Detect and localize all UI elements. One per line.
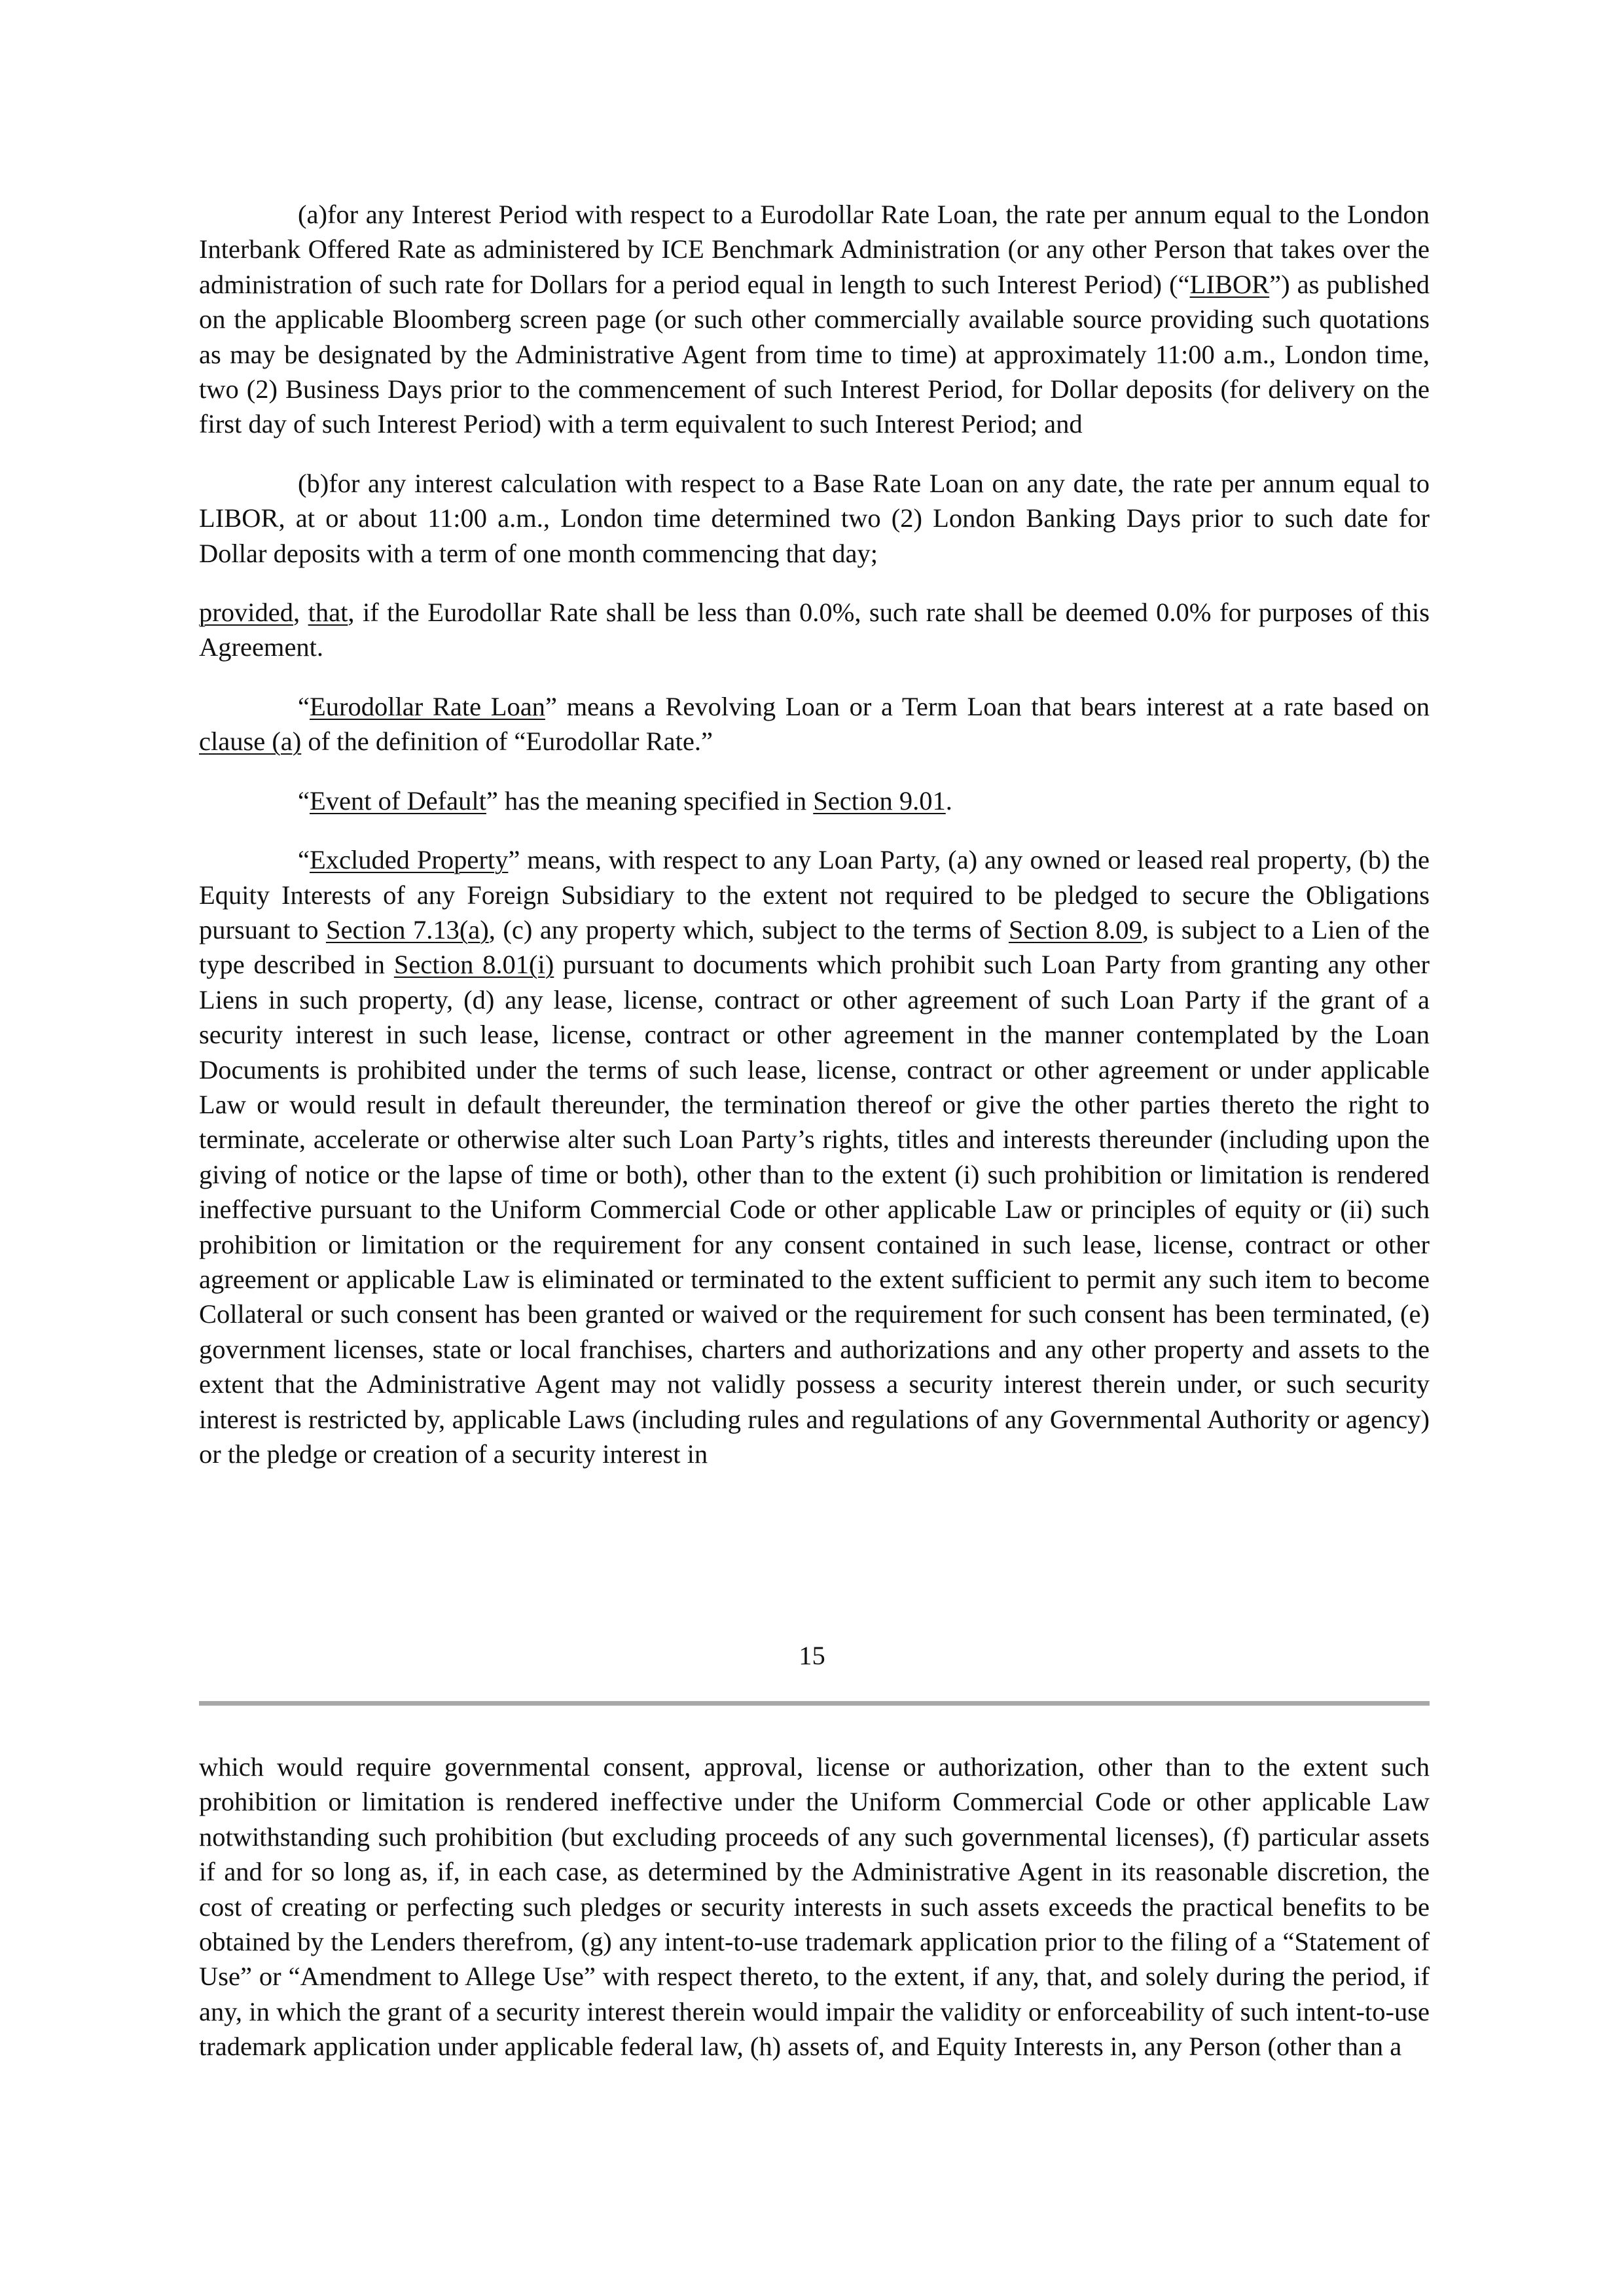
- defined-term: Event of Default: [309, 785, 486, 816]
- clause-b-paragraph: (b)for any interest calculation with respect to a Base Rate Loan on any date, the rate per annum equal to LIBOR, at or about 11:00 a.m., London time determined two (2) London Banking Days prior to such date for Dollar deposits with a term of one month commencing that day;: [199, 468, 1430, 568]
- libor-defined-term: LIBOR: [1189, 269, 1270, 299]
- cross-reference: Section 7.13(a): [325, 914, 489, 944]
- page-16-body: [199, 1749, 1430, 2064]
- definition-event-of-default: “Event of Default” has the meaning specified in Section 9.01.: [298, 785, 952, 816]
- definition-excluded-property: “Excluded Property” means, with respect to any Loan Party, (a) any owned or leased real property, (b) the Equity Interests of any Foreign Subsidiary to the extent not required to be pledged to secure the Obligations pursuant to Section 7.13(a), (c) any property which, subject to the terms of Section 8.09, is subject to a Lien of the type described in Section 8.01(i) pursuant to documents which prohibit such Loan Party from granting any other Liens in such property, (d) any lease, license, contract or other agreement of such Loan Party if the grant of a security interest in such lease, license, contract or other agreement in the manner contemplated by the Loan Documents is prohibited under the terms of such lease, license, contract or other agreement or under applicable Law or would result in default thereunder, the termination thereof or give the other parties thereto the right to terminate, accelerate or otherwise alter such Loan Party’s rights, titles and interests thereunder (including upon the giving of notice or the lapse of time or both), other than to the extent (i) such prohibition or limitation is rendered ineffective pursuant to the Uniform Commercial Code or other applicable Law or principles of equity or (ii) such prohibition or limitation or the requirement for any consent contained in such lease, license, contract or other agreement or applicable Law is eliminated or terminated to the extent sufficient to permit any such item to become Collateral or such consent has been granted or waived or the requirement for such consent has been terminated, (e) government licenses, state or local franchises, charters and authorizations and any other property and assets to the extent that the Administrative Agent may not validly possess a security interest therein under, or such security interest is restricted by, applicable Laws (including rules and regulations of any Governmental Authority or agency) or the pledge or creation of a security interest in: [199, 845, 1430, 1469]
- page-number: 15: [799, 1641, 825, 1670]
- page-15-body: [199, 197, 1430, 1471]
- proviso-provided: provided: [199, 598, 293, 628]
- cross-reference: Section 8.09: [1008, 914, 1142, 944]
- page-break-divider: [199, 1701, 1430, 1706]
- proviso-that: that: [308, 598, 348, 628]
- cross-reference: Section 8.01(i): [393, 950, 554, 980]
- defined-term: Excluded Property: [309, 845, 509, 875]
- definition-eurodollar-rate-loan: “Eurodollar Rate Loan” means a Revolving Loan or a Term Loan that bears interest at a rate based on clause (a) of the definition of “Eurodollar Rate.”: [199, 691, 1430, 757]
- cross-reference: clause (a): [199, 726, 302, 757]
- defined-term: Eurodollar Rate Loan: [309, 691, 545, 721]
- clause-a-paragraph: (a)for any Interest Period with respect to a Eurodollar Rate Loan, the rate per annum equal to the London Interbank Offered Rate as administered by ICE Benchmark Administration (or any other Person that takes over the administration of such rate for Dollars for a period equal in length to such Interest Period) (“LIBOR”) as published on the applicable Bloomberg screen page (or such other commercially available source providing such quotations as may be designated by the Administrative Agent from time to time) at approximately 11:00 a.m., London time, two (2) Business Days prior to the commencement of such Interest Period, for Dollar deposits (for delivery on the first day of such Interest Period) with a term equivalent to such Interest Period; and: [199, 200, 1430, 439]
- cross-reference: Section 9.01: [813, 785, 946, 816]
- proviso-paragraph: provided, that, if the Eurodollar Rate shall be less than 0.0%, such rate shall be deemed 0.0% for purposes of this Agreement.: [199, 598, 1430, 662]
- excluded-property-continuation: which would require governmental consent, approval, license or authorization, other than to the extent such prohibition or limitation is rendered ineffective under the Uniform Commercial Code or other applicable Law notwithstanding such prohibition (but excluding proceeds of any such governmental licenses), (f) particular assets if and for so long as, if, in each case, as determined by the Administrative Agent in its reasonable discretion, the cost of creating or perfecting such pledges or security interests in such assets exceeds the practical benefits to be obtained by the Lenders therefrom, (g) any intent-to-use trademark application prior to the filing of a “Statement of Use” or “Amendment to Allege Use” with respect thereto, to the extent, if any, that, and solely during the period, if any, in which the grant of a security interest therein would impair the validity or enforceability of such intent-to-use trademark application under applicable federal law, (h) assets of, and Equity Interests in, any Person (other than a: [199, 1752, 1430, 2062]
